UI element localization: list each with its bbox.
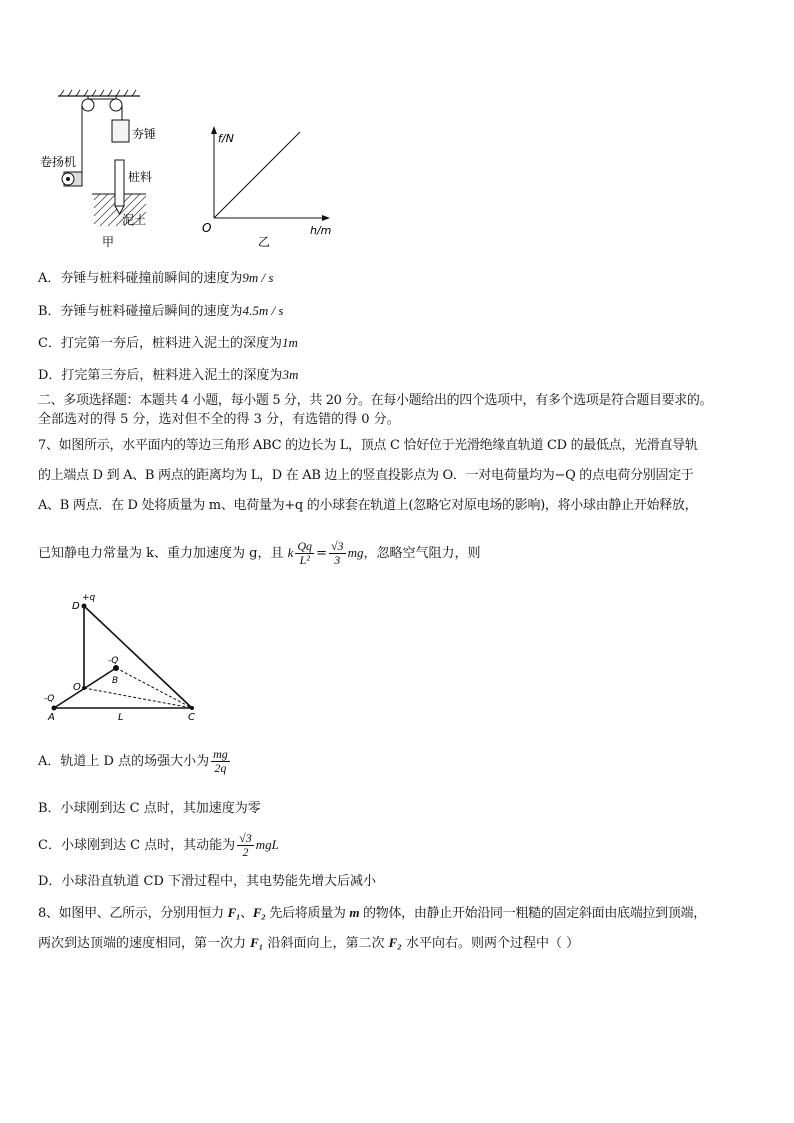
f-axis-label: f/N — [218, 132, 234, 145]
figure-jia-caption: 甲 — [102, 235, 115, 248]
q7-frac-coulomb: $\frac{Qq}{\text{L²}}$ — [297, 539, 313, 567]
q7-line1: 7、如图所示，水平面内的等边三角形 ABC 的边长为 L，顶点 C 恰好位于光滑绝缘直轨道 CD 的最低点，光滑直导轨 — [38, 438, 698, 453]
q6-option-a: A．夯锤与桩料碰撞前瞬间的速度为9m / s — [38, 270, 274, 286]
charge-plus-q-label: +q — [82, 593, 96, 603]
q7-frac-root3: $\frac{√3}{3}$ — [330, 539, 344, 567]
point-o-label: O — [73, 682, 81, 693]
q6-option-b-value: 4.5m / s — [242, 303, 284, 318]
q6-option-d-value: 3m — [282, 367, 299, 382]
soil-label: 泥土 — [122, 213, 147, 227]
q6-option-a-value: 9m / s — [242, 270, 274, 285]
charge-a-label: -Q — [44, 694, 55, 704]
q7-option-c-frac: $\frac{√3}{2}$ — [239, 831, 252, 859]
q7-line2: 的上端点 D 到 A、B 两点的距离均为 L，D 在 AB 边上的竖直投影点为 O．一对电荷量均为−Q 的点电荷分别固定于 — [38, 468, 694, 483]
winch-label: 卷扬机 — [40, 155, 77, 169]
q7-line4: 已知静电力常量为 k、重力加速度为 g，且 k $\frac{Qq}{\text{L²}}$ = $\frac{√3}{3}$ mg，忽略空气阻力，则 — [38, 539, 481, 567]
section2-line2: 全部选对的得 5 分，选对但不全的得 3 分，有选错的得 0 分。 — [38, 412, 400, 427]
charge-b-label: -Q — [108, 656, 119, 666]
q7-option-a: A．轨道上 D 点的场强大小为 $\frac{mg}{2q}$ — [38, 747, 228, 775]
q6-option-c-value: 1m — [281, 335, 298, 350]
origin-label: O — [202, 221, 212, 235]
figure-yi-caption: 乙 — [258, 235, 271, 248]
ram-label: 夯锤 — [132, 127, 157, 141]
point-d-label: D — [72, 601, 80, 612]
point-b-label: B — [112, 676, 119, 686]
q8-line2: 两次到达顶端的速度相同，第一次力 F₁ 沿斜面向上，第二次 F₂ 水平向右。则两个过程中（ ） — [38, 935, 580, 951]
pile-driver-figure — [36, 88, 346, 248]
q7-option-d: D．小球沿直轨道 CD 下滑过程中，其电势能先增大后减小 — [38, 874, 377, 889]
q7-triangle-figure — [40, 590, 210, 725]
q6-option-c: C．打完第一夯后，桩料进入泥土的深度为1m — [38, 335, 298, 351]
point-c-label: C — [188, 712, 195, 723]
q7-option-c: C．小球刚到达 C 点时，其动能为 $\frac{√3}{2}$ mgL — [38, 831, 279, 859]
q7-option-a-frac: $\frac{mg}{2q}$ — [213, 747, 228, 775]
q8-line1: 8、如图甲、乙所示，分别用恒力 F₁、F₂ 先后将质量为 m 的物体，由静止开始沿同一粗糙的固定斜面由底端拉到顶端， — [38, 905, 706, 921]
section2-line1: 二、多项选择题：本题共 4 小题，每小题 5 分，共 20 分。在每小题给出的四个选项中，有多个选项是符合题目要求的。 — [38, 393, 713, 408]
q6-option-b: B．夯锤与桩料碰撞后瞬间的速度为4.5m / s — [38, 303, 284, 319]
q6-option-d: D．打完第三夯后，桩料进入泥土的深度为3m — [38, 367, 299, 383]
q7-line3: A、B 两点．在 D 处将质量为 m、电荷量为+q 的小球套在轨道上(忽略它对原电场的影响)，将小球由静止开始释放， — [38, 498, 698, 513]
q7-option-b: B．小球刚到达 C 点时，其加速度为零 — [38, 801, 261, 816]
pile-label: 桩料 — [128, 170, 153, 184]
point-a-label: A — [48, 712, 55, 723]
h-axis-label: h/m — [310, 224, 332, 237]
side-l-label: L — [118, 712, 124, 723]
